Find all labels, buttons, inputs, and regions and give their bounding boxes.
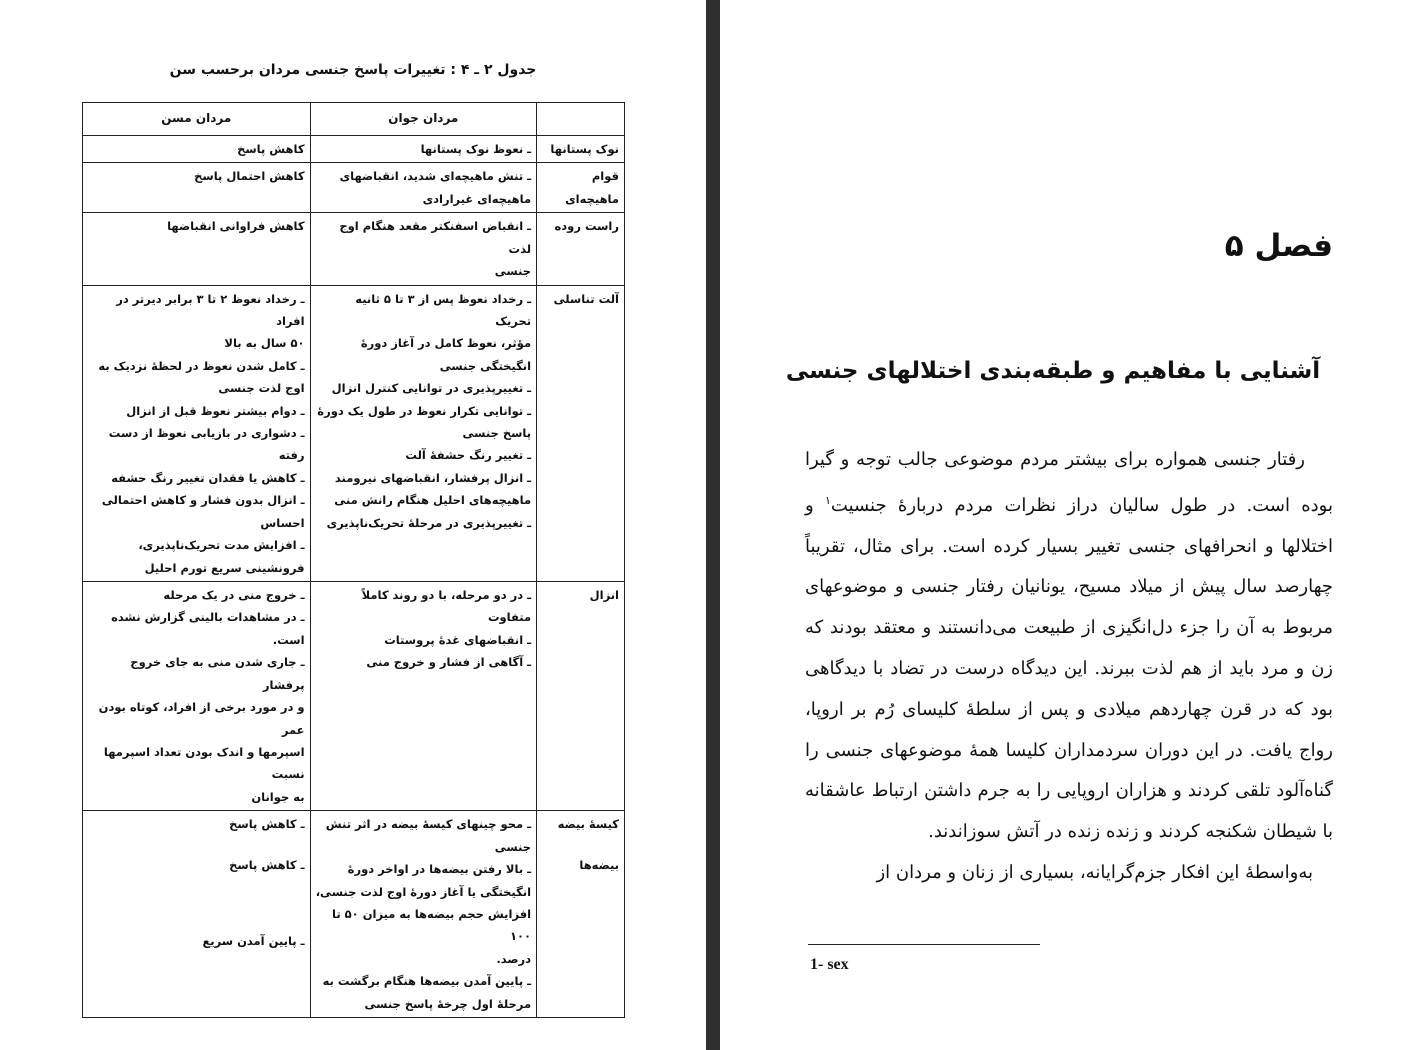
cell-line: اوج لذت جنسی: [218, 381, 305, 396]
cell-line: ـ تغییرپذیری در مرحلهٔ تحریک‌ناپذیری: [326, 515, 532, 530]
cell-line: راست روده: [554, 219, 619, 234]
cell-line: ـ دشواری در بازیابی نعوظ از دست رفته: [108, 426, 305, 463]
table-header-row: [83, 103, 625, 136]
cell-line: ماهیچه‌های احلیل هنگام رانش منی: [334, 493, 532, 508]
cell-line: ـ کاهش پاسخ: [229, 817, 305, 832]
table-row: [83, 213, 625, 285]
cell-line: کیسهٔ بیضه: [557, 817, 619, 832]
cell-line: ـ بالا رفتن بیضه‌ها در اواخر دورهٔ: [347, 862, 532, 877]
cell-line: ماهیچه‌ای غیرارادی: [422, 191, 532, 206]
cell-line: ـ افزایش مدت تحریک‌ناپذیری،: [138, 538, 305, 553]
cell-line: مؤثر، نعوظ کامل در آغاز دورهٔ: [360, 336, 532, 351]
cell-line: ـ پایین آمدن بیضه‌ها هنگام برگشت به: [322, 974, 532, 989]
footnote-marker: ۱: [824, 493, 831, 507]
cell-young-men: [310, 136, 537, 163]
table-row: [83, 136, 625, 163]
cell-line: ـ رخداد نعوظ پس از ۳ تا ۵ ثانیه تحریک: [355, 291, 532, 328]
cell-organ: [537, 582, 625, 811]
cell-line: جنسی: [494, 264, 532, 279]
cell-line: [88, 894, 305, 912]
footnote-divider: [808, 944, 1040, 945]
cell-line: [88, 836, 305, 854]
cell-line: ـ توانایی تکرار نعوظ در طول یک دورهٔ: [317, 403, 532, 418]
cell-line: ـ پایین آمدن سریع: [202, 934, 305, 949]
table-row: [83, 285, 625, 581]
cell-line: به جوانان: [251, 789, 305, 804]
cell-line: درصد.: [496, 951, 532, 966]
cell-line: [88, 912, 305, 930]
cell-line: ـ تغییر رنگ حشفهٔ آلت: [405, 448, 532, 463]
table-row: [83, 811, 625, 1018]
cell-line: ـ انقباض اسفنکتر مقعد هنگام اوج لذت: [339, 219, 532, 256]
cell-line: اسپرمها و اندک بودن تعداد اسپرمها نسبت: [103, 744, 305, 782]
body-text: [805, 440, 1333, 894]
paragraph-2: به‌واسطهٔ این افکار جزم‌گرایانه، بسیاری از زنان و مردان از: [876, 861, 1313, 883]
paragraph-1-part-1: رفتار جنسی همواره برای بیشتر مردم موضوعی جالب توجه و گیرا بوده است. در طول سالیان دراز نظرات مردم دربارهٔ جنسیت: [805, 449, 1333, 516]
book-gutter: [706, 0, 720, 1050]
paragraph-1-part-2: و اختلالها و انحرافهای جنسی تغییر بسیار کرده است. برای مثال، تقریباً چهارصد سال پیش از میلاد مسیح، یونانیان رفتار جنسی و موضوعهای مربوط به آن را جزء دل‌انگیزی از طبیعت می‌دانستند و معتقد بودند که زن و مرد باید از هم لذت ببرند. این دیدگاه درست در تضاد با دیدگاهی بود که در قرن چهاردهم میلادی و پس از سلطهٔ کلیسای رُم بر اروپا، رواج یافت. در این دوران سردمداران کلیسا همهٔ موضوعهای جنسی را گناه‌آلود تلقی کردند و هزاران اروپایی را به جرم داشتن ارتباط عاشقانه با شیطان شکنجه کردند و زنده زنده در آتش سوزاندند.: [805, 494, 1333, 843]
cell-line: نوک پستانها: [550, 142, 619, 156]
cell-young-men: [310, 213, 537, 285]
cell-line: مرحلهٔ اول چرخهٔ پاسخ جنسی: [364, 996, 532, 1011]
cell-line: آلت تناسلی: [553, 291, 619, 306]
cell-organ: [537, 811, 625, 1018]
cell-line: کاهش پاسخ: [237, 142, 305, 156]
cell-young-men: [310, 582, 537, 811]
cell-line: افزایش حجم بیضه‌ها به میزان ۵۰ تا ۱۰۰: [332, 906, 532, 944]
cell-line: [88, 876, 305, 894]
chapter-number: فصل ۵: [1224, 228, 1333, 264]
cell-line: ـ رخداد نعوظ ۲ تا ۳ برابر دیرتر در افراد: [116, 291, 305, 328]
cell-line: ـ انزال پرفشار، انقباضهای نیرومند: [334, 470, 532, 485]
cell-line: و در مورد برخی از افراد، کوتاه بودن عمر: [98, 700, 305, 737]
cell-line: کاهش احتمال پاسخ: [194, 169, 305, 184]
cell-organ: [537, 163, 625, 213]
header-young-men: مردان جوان: [310, 103, 537, 136]
cell-line: ـ کامل شدن نعوظ در لحظهٔ نزدیک به: [98, 358, 305, 373]
cell-line: ـ تنش ماهیچه‌ای شدید، انقباضهای: [339, 169, 532, 184]
cell-line: ـ انقباضهای غدهٔ پروستات: [384, 632, 532, 647]
cell-line: بیضه‌ها: [579, 857, 619, 872]
cell-line: انگیختگی جنسی: [439, 358, 532, 373]
cell-old-men: [83, 163, 311, 213]
cell-line: ـ کاهش یا فقدان تغییر رنگ حشفه: [111, 470, 305, 485]
right-page: [720, 0, 1419, 1050]
cell-line: ـ در مشاهدات بالینی گزارش نشده است.: [111, 610, 305, 647]
cell-old-men: [83, 582, 311, 811]
cell-line: ۵۰ سال به بالا: [224, 336, 305, 351]
sexual-response-table: [82, 102, 625, 1018]
cell-organ: [537, 136, 625, 163]
cell-line: قوام ماهیچه‌ای: [565, 169, 619, 206]
cell-line: کاهش فراوانی انقباضها: [167, 219, 305, 234]
chapter-title: آشنایی با مفاهیم و طبقه‌بندی اختلالهای جنسی: [785, 358, 1321, 384]
cell-line: ـ انزال بدون فشار و کاهش احتمالی: [101, 493, 305, 508]
cell-line: ـ خروج منی در یک مرحله: [163, 588, 305, 603]
cell-line: انگیختگی یا آغاز دورهٔ اوج لذت جنسی،: [315, 884, 532, 899]
cell-line: پاسخ جنسی: [462, 426, 532, 441]
cell-line: احساس: [260, 515, 305, 530]
header-old-men: مردان مسن: [83, 103, 311, 136]
table-body: [83, 136, 625, 1018]
cell-organ: [537, 213, 625, 285]
cell-line: [542, 836, 619, 854]
table-row: [83, 582, 625, 811]
cell-line: ـ نعوظ نوک پستانها: [420, 142, 532, 156]
table-title: جدول ۲ ـ ۴ : تغییرات پاسخ جنسی مردان برحسب سن: [169, 62, 537, 78]
cell-line: انزال: [589, 588, 619, 603]
cell-old-men: [83, 811, 311, 1018]
table-row: [83, 163, 625, 213]
cell-old-men: [83, 213, 311, 285]
cell-old-men: [83, 136, 311, 163]
cell-old-men: [83, 285, 311, 581]
cell-young-men: [310, 163, 537, 213]
cell-young-men: [310, 811, 537, 1018]
cell-line: ـ جاری شدن منی به جای خروج پرفشار: [130, 655, 305, 692]
cell-organ: [537, 285, 625, 581]
cell-line: ـ در دو مرحله، با دو روند کاملاً متفاوت: [361, 588, 532, 625]
cell-line: ـ تغییرپذیری در توانایی کنترل انزال: [331, 381, 532, 396]
cell-line: ـ محو چینهای کیسهٔ بیضه در اثر تنش: [325, 817, 532, 832]
cell-line: ـ کاهش پاسخ: [229, 857, 305, 872]
cell-line: فرونشینی سریع تورم احلیل: [144, 560, 305, 575]
cell-line: ـ دوام بیشتر نعوظ قبل از انزال: [126, 403, 305, 418]
cell-line: جنسی: [494, 839, 532, 854]
cell-young-men: [310, 285, 537, 581]
header-organ: [537, 103, 625, 136]
cell-line: ـ آگاهی از فشار و خروج منی: [366, 655, 532, 670]
left-page: [0, 0, 706, 1050]
paragraph-1: [805, 440, 1333, 853]
footnote: 1- sex: [810, 956, 849, 973]
